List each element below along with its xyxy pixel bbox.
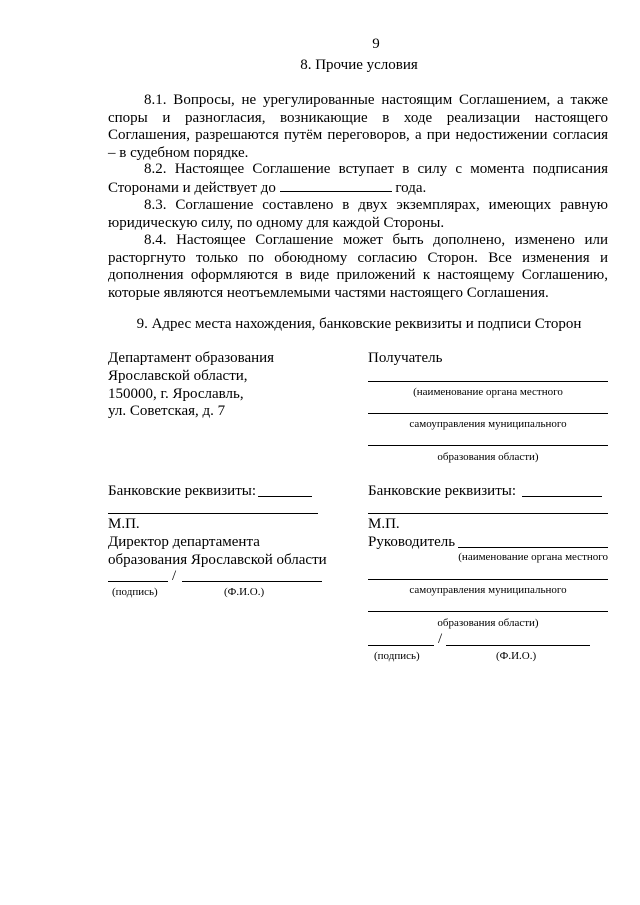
left-org-line-2: Ярославской области,	[108, 368, 248, 384]
left-bank-line-2	[108, 513, 318, 514]
section-8-title: 8. Прочие условия	[300, 57, 418, 73]
clause-8-4: 8.4. Настоящее Соглашение может быть дополнено, изменено или расторгнуто только по обоюдному согласию Сторон. Все изменения и дополнения оформляются в виде приложений к настоящему Соглашению, которые являются неотъемлемыми частями настоящего Соглашения.	[108, 232, 608, 301]
left-org-line-3: 150000, г. Ярославль,	[108, 386, 244, 402]
section-9-title: 9. Адрес места нахождения, банковские реквизиты и подписи Сторон	[136, 316, 582, 332]
left-stamp: М.П.	[108, 516, 140, 532]
right-hint-4: (наименование органа местного	[458, 551, 608, 563]
right-slash: /	[438, 631, 443, 647]
left-org-line-1: Департамент образования	[108, 350, 275, 366]
right-head: Руководитель	[368, 534, 456, 550]
clause-8-3: 8.3. Соглашение составлено в двух экземплярах, имеющих равную юридическую силу, по одному для каждой Стороны.	[108, 197, 608, 231]
right-signature-blank	[368, 645, 434, 646]
left-director-line-2: образования Ярославской области	[108, 552, 327, 568]
left-bank-blank	[258, 496, 312, 497]
clause-8-2-text: 8.2. Настоящее Соглашение вступает в силу с момента подписания Сторонами и действует до	[108, 161, 608, 196]
left-fio-label: (Ф.И.О.)	[224, 586, 265, 598]
right-head-line-2	[368, 579, 608, 580]
left-fio-blank	[182, 581, 322, 582]
left-director-line-1: Директор департамента	[108, 534, 260, 550]
right-recipient-line-2	[368, 413, 608, 414]
right-head-line-3	[368, 611, 608, 612]
right-fio-label: (Ф.И.О.)	[496, 650, 537, 662]
left-bank-details: Банковские реквизиты:	[108, 483, 257, 499]
right-recipient: Получатель	[368, 350, 443, 366]
right-bank-blank	[522, 496, 602, 497]
right-hint-2: самоуправления муниципального	[409, 418, 567, 430]
right-hint-6: образования области)	[437, 617, 539, 629]
right-fio-blank	[446, 645, 590, 646]
left-org-line-4: ул. Советская, д. 7	[108, 403, 226, 419]
left-signature-blank	[108, 581, 168, 582]
right-head-blank	[458, 547, 608, 548]
clause-8-2-date-blank	[280, 179, 392, 192]
right-recipient-line-1	[368, 381, 608, 382]
clause-8-2-year: года.	[395, 179, 427, 196]
clause-8-2	[108, 161, 608, 197]
right-hint-1: (наименование органа местного	[413, 386, 563, 398]
left-signature-label: (подпись)	[112, 586, 158, 598]
clause-8-1: 8.1. Вопросы, не урегулированные настоящим Соглашением, а также споры и разногласия, возникающие в ходе реализации настоящего Соглашения, разрешаются путём переговоров, а при недостижении согласия – в судебном порядке.	[108, 92, 608, 161]
right-hint-3: образования области)	[437, 451, 539, 463]
right-bank-line-2	[368, 513, 608, 514]
right-hint-5: самоуправления муниципального	[409, 584, 567, 596]
right-signature-label: (подпись)	[374, 650, 420, 662]
right-recipient-line-3	[368, 445, 608, 446]
page-number: 9	[372, 36, 380, 52]
right-bank-details: Банковские реквизиты:	[368, 483, 517, 499]
right-stamp: М.П.	[368, 516, 400, 532]
left-slash: /	[172, 568, 177, 584]
